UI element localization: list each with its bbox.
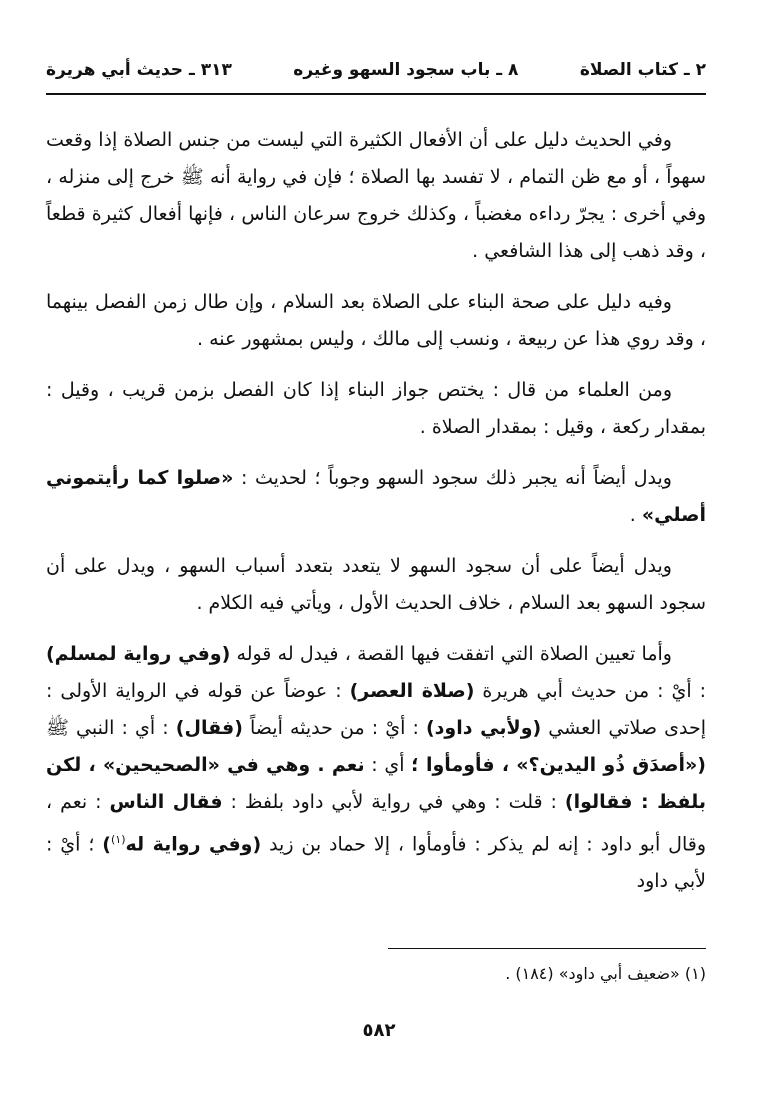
- header-book-title: ٢ ـ كتاب الصلاة: [579, 60, 706, 80]
- paragraph-1: وفي الحديث دليل على أن الأفعال الكثيرة التي ليست من جنس الصلاة إذا وقعت سهواً ، أو مع ظن التمام ، لا تفسد بها الصلاة ؛ فإن في رواية أنه ﷺ خرج إلى منزله ، وفي أخرى : يجرّ رداءه مغضباً ، وكذلك خروج سرعان الناس ، فإنها أفعال كثيرة قطعاً ، وقد ذهب إلى هذا الشافعي .: [46, 129, 706, 262]
- hadith-quote: «صلوا كما رأيتموني أصلي»: [46, 467, 706, 526]
- paragraph-4: ويدل أيضاً أنه يجبر ذلك سجود السهو وجوباً ؛ لحديث : «صلوا كما رأيتموني أصلي» .: [46, 467, 706, 526]
- paragraph-6: وأما تعيين الصلاة التي اتفقت فيها القصة ، فيدل له قوله (وفي رواية لمسلم) : أيْ : من حديث أبي هريرة (صلاة العصر) : عوضاً عن قوله في الرواية الأولى : إحدى صلاتي العشي (ولأبي داود) : أيْ : من حديثه أيضاً (فقال) : أي : النبي ﷺ («أصدَق ذُو اليدين؟» ، فأومأوا ؛ أي : نعم . وهي في «الصحيحين» ، لكن بلفظ : فقالوا) : قلت : وهي في رواية لأبي داود بلفظ : فقال الناس : نعم ، وقال أبو داود : إنه لم يذكر : فأومأوا ، إلا حماد بن زيد (وفي رواية له$^{(١)}$) ؛ أيْ : لأبي داود: [46, 643, 707, 893]
- header-hadith-title: ٣١٣ ـ حديث أبي هريرة: [46, 60, 232, 80]
- paragraph-5: ويدل أيضاً على أن سجود السهو لا يتعدد بتعدد أسباب السهو ، ويدل على أن سجود السهو بعد السلام ، خلاف الحديث الأول ، ويأتي فيه الكلام .: [46, 555, 706, 614]
- bold-phrase: (صلاة العصر): [349, 680, 475, 702]
- page-number: ٥٨٢: [362, 1020, 396, 1041]
- running-header: [46, 52, 706, 88]
- bold-phrase: («أصدَق ذُو اليدين؟» ، فأومأوا ؛: [411, 754, 706, 776]
- body-text: [46, 122, 706, 914]
- footnote-ref[interactable]: (١): [110, 833, 126, 846]
- bold-phrase: (فقال): [175, 717, 243, 739]
- bold-phrase: (وفي رواية لمسلم): [46, 643, 231, 665]
- header-rule: [46, 93, 706, 95]
- bold-phrase: فقال الناس: [109, 791, 223, 813]
- footnote-rule: [388, 948, 706, 949]
- footnote: (١) «ضعيف أبي داود» (١٨٤) .: [505, 964, 706, 983]
- bold-phrase: (وفي رواية له: [125, 833, 262, 856]
- paragraph-3: ومن العلماء من قال : يختص جواز البناء إذا كان الفصل بزمن قريب ، وقيل : بمقدار ركعة ، وقيل : بمقدار الصلاة .: [46, 379, 706, 438]
- paragraph-2: وفيه دليل على صحة البناء على الصلاة بعد السلام ، وإن طال زمن الفصل بينهما ، وقد روي هذا عن ربيعة ، ونسب إلى مالك ، وليس بمشهور عنه .: [46, 291, 706, 350]
- bold-phrase: نعم . وهي في «الصحيحين» ، لكن بلفظ : فقالوا): [46, 754, 706, 813]
- header-chapter-title: ٨ ـ باب سجود السهو وغيره: [293, 60, 519, 80]
- bold-phrase: (ولأبي داود): [426, 717, 542, 739]
